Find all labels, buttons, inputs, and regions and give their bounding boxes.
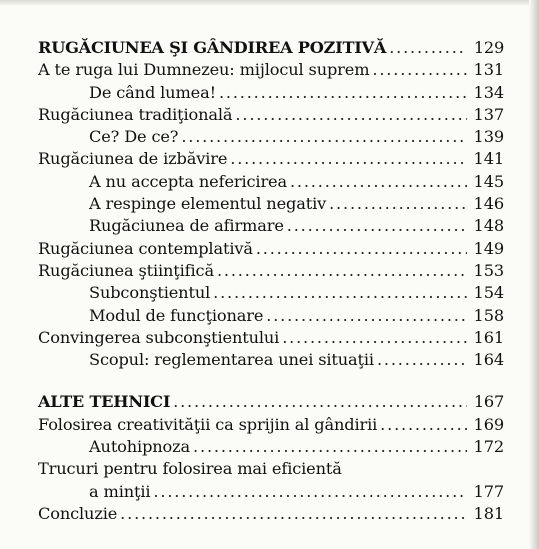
toc-subentry[interactable]: [38, 172, 504, 194]
toc-entry-title: Rugăciunea tradiţională: [38, 104, 233, 124]
page-edge-top: [0, 0, 539, 6]
toc-page-number: 129: [473, 38, 504, 57]
toc-entry-title: A te ruga lui Dumnezeu: mijlocul suprem: [38, 60, 370, 80]
dot-leader: [377, 350, 467, 369]
toc-page-number: 169: [473, 414, 504, 434]
toc-entry-first-line[interactable]: [38, 459, 504, 481]
toc-page-number: 139: [473, 127, 504, 147]
table-of-contents: [38, 38, 504, 526]
toc-entry-title: Rugăciunea contemplativă: [38, 238, 253, 258]
dot-leader: [217, 261, 467, 280]
toc-entry-title: Subconştientul: [89, 283, 211, 303]
toc-entry[interactable]: [38, 261, 504, 283]
toc-page-number: 134: [473, 82, 504, 102]
dot-leader: [290, 172, 467, 191]
dot-leader: [372, 60, 467, 79]
dot-leader: [266, 306, 467, 325]
toc-subentry[interactable]: [38, 127, 504, 149]
dot-leader: [380, 415, 467, 434]
toc-page-number: 141: [473, 149, 504, 169]
toc-entry[interactable]: [38, 105, 504, 127]
toc-entry-title: A respinge elementul negativ: [89, 194, 327, 214]
toc-entry[interactable]: [38, 149, 504, 171]
toc-subentry[interactable]: [38, 306, 504, 328]
dot-leader: [219, 83, 467, 102]
toc-page-number: 131: [473, 60, 504, 80]
dot-leader: [120, 504, 467, 523]
toc-entry-title: Modul de funcţionare: [89, 305, 264, 325]
toc-subentry[interactable]: [38, 194, 504, 216]
toc-page-number: 161: [473, 327, 504, 347]
dot-leader: [213, 283, 467, 302]
toc-page-number: 137: [473, 104, 504, 124]
toc-heading-alte-tehnici[interactable]: [38, 392, 504, 414]
toc-page-number: 164: [473, 350, 504, 370]
toc-heading-title: RUGĂCIUNEA ŞI GÂNDIREA POZITIVĂ: [38, 38, 387, 57]
toc-entry-continuation[interactable]: [38, 482, 504, 504]
toc-page-number: 145: [473, 171, 504, 191]
dot-leader: [193, 437, 467, 456]
toc-subentry[interactable]: [38, 437, 504, 459]
toc-entry-title: Rugăciunea ştiinţifică: [38, 260, 214, 280]
toc-entry[interactable]: [38, 328, 504, 350]
toc-page-number: 148: [473, 216, 504, 236]
toc-heading-rugaciunea[interactable]: [38, 38, 504, 60]
dot-leader: [389, 38, 467, 57]
dot-leader: [256, 239, 467, 258]
toc-entry[interactable]: [38, 504, 504, 526]
toc-entry-title: Ce? De ce?: [89, 127, 179, 147]
toc-page-number: 177: [473, 481, 504, 501]
toc-page-number: 181: [473, 503, 504, 523]
toc-subentry[interactable]: [38, 83, 504, 105]
page-edge-right: [529, 0, 539, 549]
toc-subentry[interactable]: [38, 350, 504, 372]
toc-page-number: 167: [473, 392, 504, 412]
toc-entry[interactable]: [38, 239, 504, 261]
toc-page-number: 146: [473, 194, 504, 214]
toc-page-number: 172: [473, 437, 504, 457]
toc-entry-title: a minţii: [89, 481, 151, 501]
dot-leader: [287, 216, 467, 235]
toc-subentry[interactable]: [38, 283, 504, 305]
dot-leader: [230, 149, 467, 168]
toc-entry-title: Folosirea creativităţii ca sprijin al gândirii: [38, 414, 378, 434]
toc-entry-title: Rugăciunea de izbăvire: [38, 149, 228, 169]
toc-entry-title: De când lumea!: [89, 82, 216, 102]
toc-entry[interactable]: [38, 60, 504, 82]
toc-entry[interactable]: [38, 415, 504, 437]
dot-leader: [173, 392, 467, 411]
toc-entry-title: Autohipnoza: [89, 437, 191, 457]
toc-entry-title: Convingerea subconştientului: [38, 327, 280, 347]
toc-subentry[interactable]: [38, 216, 504, 238]
toc-page-number: 154: [473, 283, 504, 303]
toc-page-number: 158: [473, 305, 504, 325]
toc-page-number: 153: [473, 260, 504, 280]
toc-page-number: 149: [473, 238, 504, 258]
toc-entry-title: Rugăciunea de afirmare: [89, 216, 284, 236]
toc-entry-title: Trucuri pentru folosirea mai eficientă: [38, 459, 342, 479]
dot-leader: [282, 328, 467, 347]
toc-heading-title: ALTE TEHNICI: [38, 392, 171, 412]
dot-leader: [329, 194, 467, 213]
dot-leader: [181, 127, 467, 146]
dot-leader: [153, 482, 467, 501]
toc-entry-title: A nu accepta nefericirea: [89, 171, 287, 191]
toc-entry-title: Scopul: reglementarea unei situaţii: [89, 350, 374, 370]
dot-leader: [235, 105, 467, 124]
toc-entry-title: Concluzie: [38, 503, 118, 523]
